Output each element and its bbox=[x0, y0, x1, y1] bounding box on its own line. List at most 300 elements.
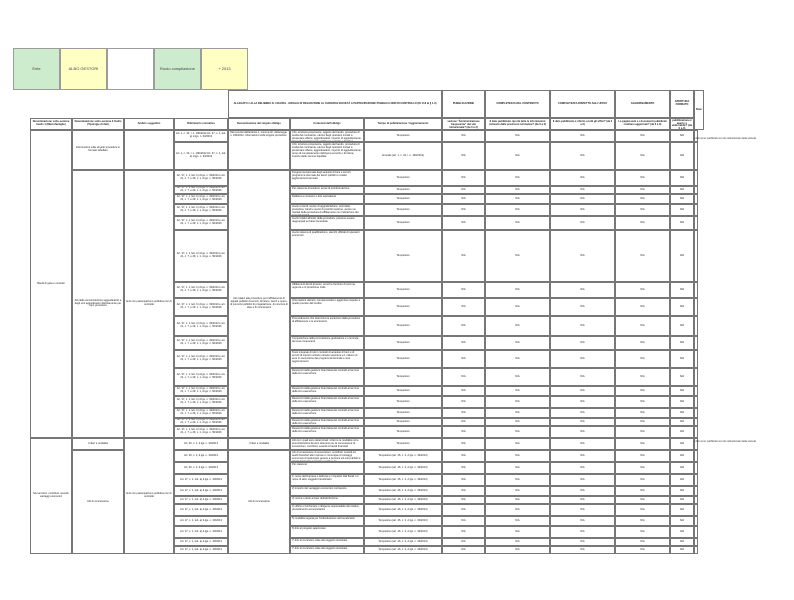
contenuto-obbligo: 7) link al curriculum vitae del soggetto incaricato bbox=[290, 538, 364, 546]
tempo-pubblicazione: Tempestivo bbox=[364, 336, 442, 350]
riferimento-normativo: Art. 26, c. 2, d.lgs. n. 33/2013 bbox=[174, 462, 228, 474]
score-publication: N/A bbox=[442, 336, 485, 350]
score-content: N/A bbox=[485, 170, 550, 186]
riferimento-normativo: Art. 37, c. 1, lett. b) d.lgs. n. 33/2013 e art. 21, c. 7, e 29, c. 1, d.lgs. n. 50/2016 bbox=[174, 408, 228, 418]
tempo-pubblicazione: Tempestivo (art. 26, c. 3, d.lgs. n. 33/2013) bbox=[364, 474, 442, 486]
contenuto-obbligo: 3) norma o titolo a base dell'attribuzione bbox=[290, 496, 364, 504]
score-offices: N/A bbox=[550, 186, 615, 194]
score-publication: N/A bbox=[442, 504, 485, 516]
note-cell bbox=[694, 298, 698, 316]
score-publication: N/A bbox=[442, 438, 485, 450]
tempo-pubblicazione: Tempestivo (art. 26, c. 3, d.lgs. n. 33/2013) bbox=[364, 538, 442, 546]
score-offices: N/A bbox=[550, 462, 615, 474]
macro-bandi: Bandi di gara e contratti bbox=[30, 130, 72, 438]
compliance-table bbox=[30, 90, 756, 600]
score-publication: N/A bbox=[442, 462, 485, 474]
column-header: Il dato pubblicato è riferito a tutti gli uffici? (da 0 a 3) bbox=[550, 118, 615, 130]
score-open: N/A bbox=[670, 462, 694, 474]
score-content: N/A bbox=[485, 142, 550, 170]
note-cell bbox=[694, 504, 698, 516]
tempo-pubblicazione: Tempestivo (art. 26, c. 3, d.lgs. n. 33/2013) bbox=[364, 450, 442, 462]
score-content: N/A bbox=[485, 496, 550, 504]
column-header: Denominazione sotto-sezione livello 1 (Macrofamiglie) bbox=[30, 118, 72, 130]
tempo-pubblicazione: Tempestivo (art. 26, c. 3, d.lgs. n. 33/2013) bbox=[364, 526, 442, 538]
riferimento-normativo: Art. 37, c. 1, lett. b) d.lgs. n. 33/2013 e art. 21, c. 7, e 29, c. 1, d.lgs. n. 50/2016 bbox=[174, 386, 228, 396]
note-cell bbox=[694, 408, 698, 418]
score-update: N/A bbox=[615, 426, 670, 438]
col-update: AGGIORNAMENTO bbox=[615, 90, 670, 118]
score-content: N/A bbox=[485, 336, 550, 350]
score-content: N/A bbox=[485, 538, 550, 546]
score-offices: N/A bbox=[550, 130, 615, 142]
score-open: N/A bbox=[670, 230, 694, 282]
column-header: Ambito soggettivo bbox=[124, 118, 174, 130]
note-cell bbox=[694, 194, 698, 204]
score-update: N/A bbox=[615, 462, 670, 474]
score-open: N/A bbox=[670, 426, 694, 438]
contenuto-obbligo: Programma biennale degli acquisti di beni e servizi, programma triennale dei lavori pubblici e relativi aggiornamenti annuali bbox=[290, 170, 364, 186]
col-notes: Note bbox=[694, 90, 704, 130]
tempo-pubblicazione: Tempestivo bbox=[364, 386, 442, 396]
note-cell bbox=[694, 204, 698, 216]
tempo-pubblicazione: Tempestivo bbox=[364, 230, 442, 282]
contenuto-obbligo: Per ciascuna procedura: avvisi di preinformazione bbox=[290, 186, 364, 194]
note-row-1: I dati sono pubblicati sul sito istituzionale della società bbox=[694, 137, 756, 140]
score-open: N/A bbox=[670, 546, 694, 554]
score-offices: N/A bbox=[550, 504, 615, 516]
score-offices: N/A bbox=[550, 298, 615, 316]
score-offices: N/A bbox=[550, 336, 615, 350]
score-open: N/A bbox=[670, 386, 694, 396]
score-content: N/A bbox=[485, 386, 550, 396]
riferimento-normativo: Art. 26, c. 1, d.lgs. n. 33/2013 bbox=[174, 438, 228, 450]
note-cell bbox=[694, 282, 698, 298]
contenuto-obbligo: Delibera a contrarre o atto equivalente bbox=[290, 194, 364, 204]
score-offices: N/A bbox=[550, 450, 615, 462]
contenuto-obbligo: 7) link al curriculum vitae del soggetto incaricato bbox=[290, 546, 364, 554]
note-cell bbox=[694, 142, 698, 170]
obbligo-procedure: Dati previsti dall'articolo 1, comma 32, della legge n. 190/2012. Informazioni sulle singole procedure bbox=[228, 130, 290, 170]
score-content: N/A bbox=[485, 526, 550, 538]
note-cell bbox=[694, 396, 698, 408]
note-cell bbox=[694, 538, 698, 546]
score-offices: N/A bbox=[550, 526, 615, 538]
score-update: N/A bbox=[615, 230, 670, 282]
riferimento-normativo: Art. 27, c. 1, lett. a) d.lgs. n. 33/2013 bbox=[174, 486, 228, 496]
score-publication: N/A bbox=[442, 316, 485, 336]
score-offices: N/A bbox=[550, 396, 615, 408]
score-content: N/A bbox=[485, 504, 550, 516]
score-offices: N/A bbox=[550, 194, 615, 204]
riferimento-normativo: Art. 27, c. 1, lett. a) d.lgs. n. 33/2013 bbox=[174, 474, 228, 486]
score-offices: N/A bbox=[550, 230, 615, 282]
obbligo-concessione: Atti di concessione bbox=[228, 450, 290, 554]
column-header: Denominazione del singolo obbligo bbox=[228, 118, 290, 130]
score-offices: N/A bbox=[550, 486, 615, 496]
score-content: N/A bbox=[485, 216, 550, 230]
header-role-value: + 2013 bbox=[201, 48, 248, 90]
score-open: N/A bbox=[670, 130, 694, 142]
score-update: N/A bbox=[615, 186, 670, 194]
score-open: N/A bbox=[670, 408, 694, 418]
score-content: N/A bbox=[485, 516, 550, 526]
score-offices: N/A bbox=[550, 282, 615, 298]
score-publication: N/A bbox=[442, 450, 485, 462]
note-row-2: I dati sono pubblicati sul sito istituzionale della società bbox=[694, 440, 756, 443]
column-header: Contenuti dell'obbligo bbox=[290, 118, 364, 130]
score-content: N/A bbox=[485, 396, 550, 408]
ambito-bandi: Enti con partecipazione pubblica non di controllo bbox=[124, 170, 174, 438]
score-content: N/A bbox=[485, 230, 550, 282]
score-publication: N/A bbox=[442, 216, 485, 230]
tempo-pubblicazione: Tempestivo (art. 26, c. 3, d.lgs. n. 33/2013) bbox=[364, 486, 442, 496]
score-update: N/A bbox=[615, 396, 670, 408]
contenuto-obbligo: Resoconti della gestione finanziaria dei contratti al termine della loro esecuzione bbox=[290, 418, 364, 426]
note-cell bbox=[694, 426, 698, 438]
riferimento-normativo: Art. 37, c. 1, lett. b) d.lgs. n. 33/2013 e art. 21, c. 7, e 29, c. 1, d.lgs. n. 50/2016 bbox=[174, 186, 228, 194]
score-publication: N/A bbox=[442, 496, 485, 504]
contenuto-obbligo: 5) modalità seguita per l'individuazione del beneficiario bbox=[290, 516, 364, 526]
score-publication: N/A bbox=[442, 474, 485, 486]
score-update: N/A bbox=[615, 438, 670, 450]
header-ente-label: Ente bbox=[13, 48, 60, 90]
note-cell bbox=[694, 486, 698, 496]
tempo-pubblicazione: Tempestivo bbox=[364, 216, 442, 230]
riferimento-normativo: Art. 37, c. 1, lett. b) d.lgs. n. 33/2013 e art. 21, c. 7, e 29, c. 1, d.lgs. n. 50/2016 bbox=[174, 298, 228, 316]
contenuto-obbligo: Avvisi sistema di qualificazione, elenchi ufficiali di operatori economici bbox=[290, 230, 364, 282]
riferimento-normativo: Art. 27, c. 1, lett. a) d.lgs. n. 33/2013 bbox=[174, 504, 228, 516]
riferimento-normativo: Art. 37, c. 1, lett. b) d.lgs. n. 33/2013 e art. 21, c. 7, e 29, c. 1, d.lgs. n. 50/2016 bbox=[174, 204, 228, 216]
score-offices: N/A bbox=[550, 350, 615, 368]
score-publication: N/A bbox=[442, 526, 485, 538]
riferimento-normativo: Art. 37, c. 1, lett. b) d.lgs. n. 33/2013 e art. 21, c. 7, e 29, c. 1, d.lgs. n. 50/2016 bbox=[174, 336, 228, 350]
score-update: N/A bbox=[615, 546, 670, 554]
score-update: N/A bbox=[615, 194, 670, 204]
note-cell bbox=[694, 474, 698, 486]
score-publication: N/A bbox=[442, 142, 485, 170]
score-open: N/A bbox=[670, 350, 694, 368]
note-cell bbox=[694, 350, 698, 368]
score-offices: N/A bbox=[550, 216, 615, 230]
note-cell bbox=[694, 216, 698, 230]
score-open: N/A bbox=[670, 194, 694, 204]
column-header: La pagina web e i documenti pubblicati risultano aggiornati? (da 0 a 3) bbox=[615, 118, 670, 130]
sub-criteri: Criteri e modalità bbox=[72, 438, 124, 450]
score-publication: N/A bbox=[442, 546, 485, 554]
score-open: N/A bbox=[670, 170, 694, 186]
contenuto-obbligo: Resoconti della gestione finanziaria dei contratti al termine della loro esecuzione bbox=[290, 426, 364, 438]
riferimento-normativo: Art. 37, c. 1, lett. b) d.lgs. n. 33/2013 e art. 21, c. 7, e 29, c. 1, d.lgs. n. 50/2016 bbox=[174, 396, 228, 408]
score-publication: N/A bbox=[442, 282, 485, 298]
contenuto-obbligo: Informazioni ulteriori, complementari o aggiuntive rispetto a quelle previste dal Codice bbox=[290, 298, 364, 316]
note-cell bbox=[694, 230, 698, 282]
score-update: N/A bbox=[615, 538, 670, 546]
score-update: N/A bbox=[615, 204, 670, 216]
score-open: N/A bbox=[670, 336, 694, 350]
contenuto-obbligo: 2) importo del vantaggio economico corrisposto bbox=[290, 486, 364, 496]
riferimento-normativo: Art. 27, c. 1, lett. a) d.lgs. n. 33/2013 bbox=[174, 538, 228, 546]
score-offices: N/A bbox=[550, 204, 615, 216]
score-update: N/A bbox=[615, 486, 670, 496]
score-offices: N/A bbox=[550, 496, 615, 504]
note-cell bbox=[694, 368, 698, 386]
score-open: N/A bbox=[670, 450, 694, 462]
column-header: Il dato pubblicato riporta tutte le informazioni richieste dalle previsioni normative? (da 0 a 3) bbox=[485, 118, 550, 130]
score-content: N/A bbox=[485, 418, 550, 426]
contenuto-obbligo: Composizione della commissione giudicatrice e i curricula dei suoi componenti bbox=[290, 336, 364, 350]
score-open: N/A bbox=[670, 538, 694, 546]
note-cell bbox=[694, 450, 698, 462]
contenuto-obbligo: Resoconti della gestione finanziaria dei contratti al termine della loro esecuzione bbox=[290, 408, 364, 418]
riferimento-normativo: Art. 27, c. 1, lett. a) d.lgs. n. 33/2013 bbox=[174, 546, 228, 554]
score-content: N/A bbox=[485, 408, 550, 418]
riferimento-normativo: Art. 37, c. 1, lett. b) d.lgs. n. 33/2013 e art. 21, c. 7, e 29, c. 1, d.lgs. n. 50/2016 bbox=[174, 194, 228, 204]
score-content: N/A bbox=[485, 474, 550, 486]
score-publication: N/A bbox=[442, 386, 485, 396]
score-update: N/A bbox=[615, 350, 670, 368]
riferimento-normativo: Art. 37, c. 1, lett. b) d.lgs. n. 33/2013 e art. 21, c. 7, e 29, c. 1, d.lgs. n. 50/2016 bbox=[174, 368, 228, 386]
table-title: ALLEGATO 1 ALLA DELIBERA N. 141/2019 - GRIGLIA DI RILEVAZIONE AL 31/03/2019 SOCIETÀ A PARTECIPAZIONE PUBBLICA NON DI CONTROLLO (DI CUI al § 1.3) bbox=[228, 90, 442, 118]
sub-atti-concessione: Atti di concessione bbox=[72, 450, 124, 554]
tempo-pubblicazione: Tempestivo bbox=[364, 350, 442, 368]
score-open: N/A bbox=[670, 282, 694, 298]
score-publication: N/A bbox=[442, 230, 485, 282]
score-offices: N/A bbox=[550, 438, 615, 450]
note-cell bbox=[694, 526, 698, 538]
riferimento-normativo: Art. 37, c. 1, lett. b) d.lgs. n. 33/2013 e art. 21, c. 7, e 29, c. 1, d.lgs. n. 50/2016 bbox=[174, 230, 228, 282]
tempo-pubblicazione: Tempestivo bbox=[364, 396, 442, 408]
note-cell bbox=[694, 462, 698, 474]
score-content: N/A bbox=[485, 282, 550, 298]
note-cell bbox=[694, 418, 698, 426]
note-cell bbox=[694, 496, 698, 504]
riferimento-normativo: Art. 27, c. 1, lett. a) d.lgs. n. 33/2013 bbox=[174, 516, 228, 526]
column-header: pubblicazione è aperto o elaborabile? (da 0 a 3) bbox=[670, 118, 694, 130]
score-publication: N/A bbox=[442, 186, 485, 194]
riferimento-normativo: Art. 27, c. 1, lett. a) d.lgs. n. 33/2013 bbox=[174, 496, 228, 504]
score-offices: N/A bbox=[550, 538, 615, 546]
score-update: N/A bbox=[615, 130, 670, 142]
obbligo-atti-procedure: Atti relativi alle procedure per l'affidamento di appalti pubblici di servizi, forniture, lavori e opere, di concorsi pubblici di progettazione, di concorsi di idee e di concessioni bbox=[228, 170, 290, 438]
score-offices: N/A bbox=[550, 546, 615, 554]
tempo-pubblicazione: Tempestivo bbox=[364, 130, 442, 142]
note-cell bbox=[694, 186, 698, 194]
contenuto-obbligo: CIG, struttura proponente, oggetto del bando, procedura di scelta del contraente, elenco degli operatori invitati a presentare offerte, aggiudicatario, importo di aggiudicazione, tempi di completamento dell'opera servizio o fornitura, bbox=[290, 130, 364, 142]
score-open: N/A bbox=[670, 298, 694, 316]
score-open: N/A bbox=[670, 438, 694, 450]
score-open: N/A bbox=[670, 474, 694, 486]
tempo-pubblicazione: Tempestivo (art. 26, c. 3, d.lgs. n. 33/2013) bbox=[364, 516, 442, 526]
score-offices: N/A bbox=[550, 170, 615, 186]
score-publication: N/A bbox=[442, 368, 485, 386]
score-update: N/A bbox=[615, 450, 670, 462]
score-update: N/A bbox=[615, 496, 670, 504]
score-open: N/A bbox=[670, 526, 694, 538]
tempo-pubblicazione: Tempestivo bbox=[364, 186, 442, 194]
score-content: N/A bbox=[485, 194, 550, 204]
score-publication: N/A bbox=[442, 516, 485, 526]
riferimento-normativo: Art. 26, c. 2, d.lgs. n. 33/2013 bbox=[174, 450, 228, 462]
riferimento-normativo: Art. 27, c. 1, lett. a) d.lgs. n. 33/2013 bbox=[174, 526, 228, 538]
contenuto-obbligo: Atti con i quali sono determinati i criteri e le modalità cui le amministrazioni devono attenersi per la concessione di sovvenzioni, contributi, sussidi ed ausili finanziari bbox=[290, 438, 364, 450]
tempo-pubblicazione: Tempestivo bbox=[364, 204, 442, 216]
score-open: N/A bbox=[670, 216, 694, 230]
score-open: N/A bbox=[670, 204, 694, 216]
note-cell bbox=[694, 386, 698, 396]
score-publication: N/A bbox=[442, 426, 485, 438]
note-cell bbox=[694, 336, 698, 350]
riferimento-normativo: Art. 37, c. 1, lett. b) d.lgs. n. 33/2013 e art. 21, c. 7, e 29, c. 1, d.lgs. n. 50/2016 bbox=[174, 426, 228, 438]
contenuto-obbligo: 4) ufficio e funzionario o dirigente responsabile del relativo procedimento amministrativo bbox=[290, 504, 364, 516]
tempo-pubblicazione: Tempestivo bbox=[364, 282, 442, 298]
score-publication: N/A bbox=[442, 298, 485, 316]
col-completeness-offices: COMPLETEZZA RISPETTO AGLI UFFICI bbox=[550, 90, 615, 118]
contenuto-obbligo: Resoconti della gestione finanziaria dei contratti al termine della loro esecuzione bbox=[290, 386, 364, 396]
score-open: N/A bbox=[670, 504, 694, 516]
tempo-pubblicazione: Annuale (art. 1, c. 32, l. n. 190/2012) bbox=[364, 142, 442, 170]
macro-sovvenzioni: Sovvenzioni, contributi, sussidi, vantaggi economici bbox=[30, 438, 72, 554]
score-content: N/A bbox=[485, 450, 550, 462]
contenuto-obbligo: Resoconti della gestione finanziaria dei contratti al termine della loro esecuzione bbox=[290, 368, 364, 386]
tempo-pubblicazione: Tempestivo bbox=[364, 426, 442, 438]
col-completeness-content: COMPLETEZZA DEL CONTENUTO bbox=[485, 90, 550, 118]
score-update: N/A bbox=[615, 298, 670, 316]
tempo-pubblicazione: Tempestivo bbox=[364, 408, 442, 418]
score-offices: N/A bbox=[550, 474, 615, 486]
score-update: N/A bbox=[615, 282, 670, 298]
score-update: N/A bbox=[615, 336, 670, 350]
score-publication: N/A bbox=[442, 396, 485, 408]
score-content: N/A bbox=[485, 204, 550, 216]
score-open: N/A bbox=[670, 418, 694, 426]
riferimento-normativo: Art. 37, c. 1, lett. b) d.lgs. n. 33/2013 e art. 21, c. 7, e 29, c. 1, d.lgs. n. 50/2016 bbox=[174, 418, 228, 426]
score-open: N/A bbox=[670, 316, 694, 336]
note-cell bbox=[694, 516, 698, 526]
column-header: Riferimento normativo bbox=[174, 118, 228, 130]
score-content: N/A bbox=[485, 186, 550, 194]
contenuto-obbligo: Per ciascuno: bbox=[290, 462, 364, 474]
score-publication: N/A bbox=[442, 194, 485, 204]
score-offices: N/A bbox=[550, 368, 615, 386]
contenuto-obbligo: Affidamenti diretti di lavori, servizi e forniture di somma urgenza e di protezione civile bbox=[290, 282, 364, 298]
score-offices: N/A bbox=[550, 516, 615, 526]
score-content: N/A bbox=[485, 438, 550, 450]
score-publication: N/A bbox=[442, 486, 485, 496]
score-open: N/A bbox=[670, 142, 694, 170]
score-update: N/A bbox=[615, 516, 670, 526]
score-publication: N/A bbox=[442, 538, 485, 546]
contenuto-obbligo: Testo integrale di tutti i contratti di acquisto di beni e di servizi di importo unitario stimato superiore a 1 milione di euro in esecuzione del programma biennale e suoi aggiornamenti bbox=[290, 350, 364, 368]
note-cell bbox=[694, 170, 698, 186]
obbligo-criteri: Criteri e modalità bbox=[228, 438, 290, 450]
column-header: Denominazione sotto-sezione 2 livello (Tipologie di dati) bbox=[72, 118, 124, 130]
tempo-pubblicazione: Tempestivo bbox=[364, 316, 442, 336]
score-update: N/A bbox=[615, 408, 670, 418]
score-content: N/A bbox=[485, 298, 550, 316]
score-content: N/A bbox=[485, 426, 550, 438]
contenuto-obbligo: CIG, struttura proponente, oggetto del bando, procedura di scelta del contraente, elenco degli operatori invitati a presentare offerte, aggiudicatario, importo di aggiudicazione, tempi di completamento dell'opera servizio o fornitura, importo delle somme liquidate bbox=[290, 142, 364, 170]
tempo-pubblicazione: Tempestivo (art. 26, c. 3, d.lgs. n. 33/2013) bbox=[364, 546, 442, 554]
score-open: N/A bbox=[670, 516, 694, 526]
score-open: N/A bbox=[670, 396, 694, 408]
riferimento-normativo: Art. 1, c. 32, l. n. 190/2012 Art. 37, c. 1, lett. a) d.lgs. n. 33/2013 bbox=[174, 130, 228, 142]
tempo-pubblicazione: Tempestivo (art. 26, c. 3, d.lgs. n. 33/2013) bbox=[364, 462, 442, 474]
score-offices: N/A bbox=[550, 142, 615, 170]
tempo-pubblicazione: Tempestivo bbox=[364, 298, 442, 316]
riferimento-normativo: Art. 37, c. 1, lett. b) d.lgs. n. 33/2013 e art. 21, c. 7, e 29, c. 1, d.lgs. n. 50/2016 bbox=[174, 350, 228, 368]
contenuto-obbligo: Atti di concessione di sovvenzioni, contributi, sussidi ed ausili finanziari alle imprese e comunque di vantaggi economici di qualunque genere a persone ed enti pubblici e privati di importo superiore a mille euro bbox=[290, 450, 364, 462]
tempo-pubblicazione: Tempestivo bbox=[364, 418, 442, 426]
tempo-pubblicazione: Tempestivo bbox=[364, 194, 442, 204]
score-update: N/A bbox=[615, 216, 670, 230]
score-publication: N/A bbox=[442, 350, 485, 368]
score-publication: N/A bbox=[442, 418, 485, 426]
contenuto-obbligo: Avvisi relativi all'esito della procedura, possono essere raggruppati su base trimestrale bbox=[290, 216, 364, 230]
ambito-empty bbox=[124, 130, 174, 170]
score-content: N/A bbox=[485, 368, 550, 386]
score-content: N/A bbox=[485, 546, 550, 554]
riferimento-normativo: Art. 1, c. 32, l. n. 190/2012 Art. 37, c. 1, lett. a) d.lgs. n. 33/2013 bbox=[174, 142, 228, 170]
contenuto-obbligo: Resoconti della gestione finanziaria dei contratti al termine della loro esecuzione bbox=[290, 396, 364, 408]
score-publication: N/A bbox=[442, 170, 485, 186]
contenuto-obbligo: 1) nome dell'impresa o dell'ente e i rispettivi dati fiscali o il nome di altro soggetto beneficiario bbox=[290, 474, 364, 486]
tempo-pubblicazione: Tempestivo bbox=[364, 438, 442, 450]
score-open: N/A bbox=[670, 486, 694, 496]
riferimento-normativo: Art. 37, c. 1, lett. b) d.lgs. n. 33/2013 e art. 21, c. 7, e 29, c. 1, d.lgs. n. 50/2016 bbox=[174, 216, 228, 230]
contenuto-obbligo: 6) link al progetto selezionato bbox=[290, 526, 364, 538]
tempo-pubblicazione: Tempestivo (art. 26, c. 3, d.lgs. n. 33/2013) bbox=[364, 504, 442, 516]
score-content: N/A bbox=[485, 350, 550, 368]
score-offices: N/A bbox=[550, 418, 615, 426]
contenuto-obbligo: Provvedimento che determina le esclusioni dalla procedura di affidamento e le ammissioni bbox=[290, 316, 364, 336]
header-ente-value: ALBO GESTORI bbox=[60, 48, 107, 90]
score-update: N/A bbox=[615, 316, 670, 336]
score-update: N/A bbox=[615, 418, 670, 426]
score-offices: N/A bbox=[550, 386, 615, 396]
note-cell bbox=[694, 316, 698, 336]
score-publication: N/A bbox=[442, 130, 485, 142]
col-publication: PUBBLICAZIONE bbox=[442, 90, 485, 118]
tempo-pubblicazione: Tempestivo (art. 26, c. 3, d.lgs. n. 33/2013) bbox=[364, 496, 442, 504]
score-content: N/A bbox=[485, 462, 550, 474]
sub-atti-procedura: Atti delle amministrazioni aggiudicatrici e degli enti aggiudicatori distintamente per ogni procedura bbox=[72, 170, 124, 438]
score-offices: N/A bbox=[550, 316, 615, 336]
score-update: N/A bbox=[615, 170, 670, 186]
contenuto-obbligo: Avvisi e bandi, avviso di aggiudicazione, esiti della procedura, bandi e avvisi di preinformazione, avviso sui risultati della procedura di affidamento con indicazione dei soggetti invitati bbox=[290, 204, 364, 216]
score-update: N/A bbox=[615, 142, 670, 170]
riferimento-normativo: Art. 37, c. 1, lett. b) d.lgs. n. 33/2013 e art. 21, c. 7, e 29, c. 1, d.lgs. n. 50/2016 bbox=[174, 316, 228, 336]
header-spacer bbox=[107, 48, 154, 90]
riferimento-normativo: Art. 37, c. 1, lett. b) d.lgs. n. 33/2013 e art. 21, c. 7, e 29, c. 1, d.lgs. n. 50/2016 bbox=[174, 282, 228, 298]
score-update: N/A bbox=[615, 474, 670, 486]
score-update: N/A bbox=[615, 386, 670, 396]
riferimento-normativo: Art. 37, c. 1, lett. b) d.lgs. n. 33/2013 e art. 21, c. 7, e 29, c. 1, d.lgs. n. 50/2016 bbox=[174, 170, 228, 186]
score-open: N/A bbox=[670, 186, 694, 194]
score-offices: N/A bbox=[550, 426, 615, 438]
score-update: N/A bbox=[615, 504, 670, 516]
score-publication: N/A bbox=[442, 204, 485, 216]
tempo-pubblicazione: Tempestivo bbox=[364, 170, 442, 186]
score-content: N/A bbox=[485, 486, 550, 496]
score-open: N/A bbox=[670, 496, 694, 504]
score-content: N/A bbox=[485, 130, 550, 142]
score-open: N/A bbox=[670, 368, 694, 386]
column-header: Il dato è pubblicato nella sezione "Amministrazione trasparente" del sito istituzionale? (da 0 a 2) bbox=[442, 118, 485, 130]
column-header: Tempo di pubblicazione / Aggiornamento bbox=[364, 118, 442, 130]
header-role-label: Ruolo compilazione bbox=[154, 48, 201, 90]
score-content: N/A bbox=[485, 316, 550, 336]
col-open: APERTURA FORMATO bbox=[670, 90, 694, 118]
